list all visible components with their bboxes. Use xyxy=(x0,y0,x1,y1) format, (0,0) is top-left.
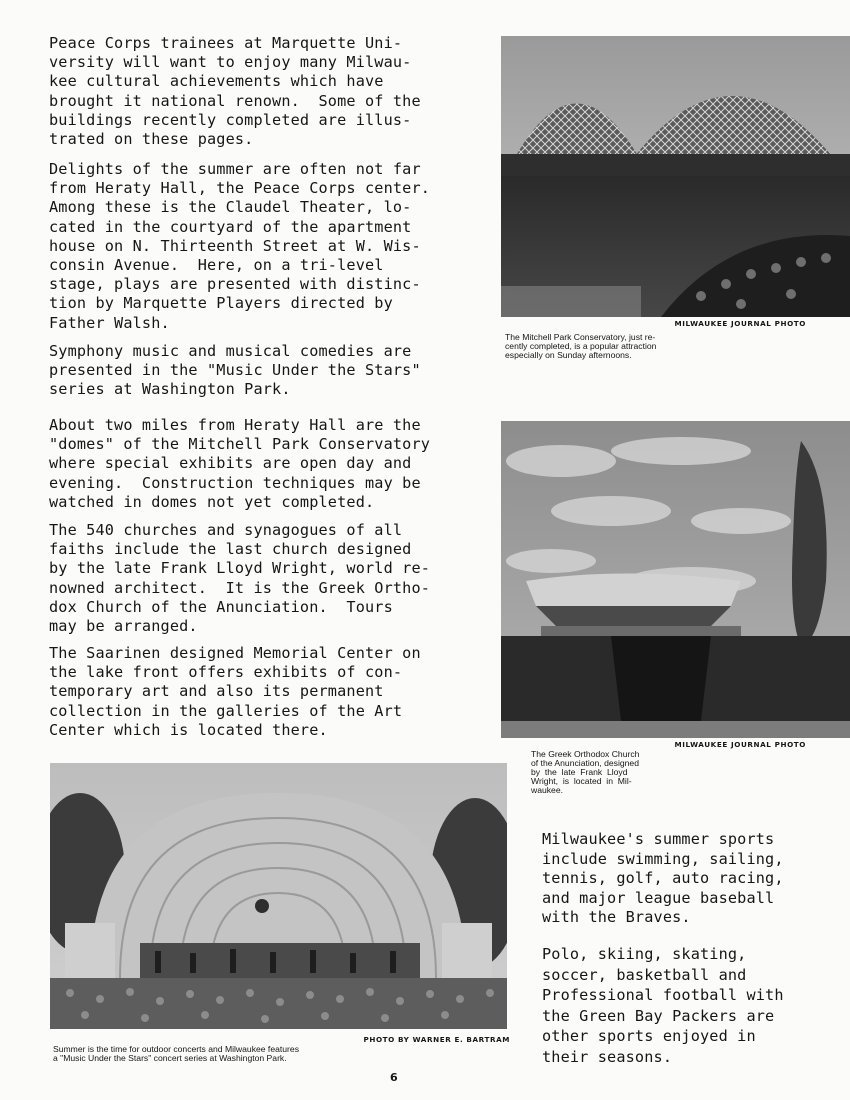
domes-paragraph: About two miles from Heraty Hall are the "domes" of the Mitchell Park Conservatory where special exhibits are open day and evening. Construction techniques may be watched in domes not yet completed. xyxy=(49,416,431,511)
conservatory-caption: The Mitchell Park Conservatory, just re- cently completed, is a popular attraction especially on Sunday afternoons. xyxy=(505,332,657,360)
conservatory-domes-image xyxy=(501,36,850,317)
intro-paragraph: Peace Corps trainees at Marquette Uni- versity will want to enjoy many Milwau- kee cultural achievements which have brought it national renown. Some of the buildings recently completed are illus- trated on these pages. xyxy=(49,34,421,149)
bandshell-photo-credit: PHOTO BY WARNER E. BARTRAM xyxy=(363,1035,510,1044)
other-sports-paragraph: Polo, skiing, skating, soccer, basketball and Professional football with the Green Bay Packers are other sports enjoyed in their seasons. xyxy=(542,945,784,1066)
summer-paragraph: Delights of the summer are often not far from Heraty Hall, the Peace Corps center. Among these is the Claudel Theater, lo- cated in the courtyard of the apartment house on N. Thirteenth Street at W. Wis- consin Avenue. Here, on a tri-level stage, plays are presented with distinc- tion by Marquette Players directed by Father Walsh. xyxy=(49,160,431,332)
symphony-paragraph: Symphony music and musical comedies are presented in the "Music Under the Stars" series at Washington Park. xyxy=(49,342,421,399)
church-caption: The Greek Orthodox Church of the Anunciation, designed by the late Frank Lloyd Wright, is located in Mil- waukee. xyxy=(531,749,640,795)
saarinen-paragraph: The Saarinen designed Memorial Center on the lake front offers exhibits of con- temporary art and also its permanent collection in the galleries of the Art Center which is located there. xyxy=(49,644,421,739)
church-photo-credit: MILWAUKEE JOURNAL PHOTO xyxy=(674,740,806,749)
church-photo xyxy=(501,421,850,738)
music-under-the-stars-bandshell-image xyxy=(50,763,507,1029)
greek-orthodox-church-image xyxy=(501,421,850,738)
page-number: 6 xyxy=(390,1071,398,1084)
bandshell-photo xyxy=(50,763,507,1029)
churches-paragraph: The 540 churches and synagogues of all faiths include the last church designed by the late Frank Lloyd Wright, world re- nowned architect. It is the Greek Ortho- dox Church of the Anunciation. Tours may be arranged. xyxy=(49,521,431,636)
conservatory-photo-credit: MILWAUKEE JOURNAL PHOTO xyxy=(674,319,806,328)
sports-paragraph: Milwaukee's summer sports include swimming, sailing, tennis, golf, auto racing, and major league baseball with the Braves. xyxy=(542,830,784,926)
conservatory-photo xyxy=(501,36,850,317)
bandshell-caption: Summer is the time for outdoor concerts and Milwaukee features a "Music Under the Stars" concert series at Washington Park. xyxy=(53,1044,299,1063)
